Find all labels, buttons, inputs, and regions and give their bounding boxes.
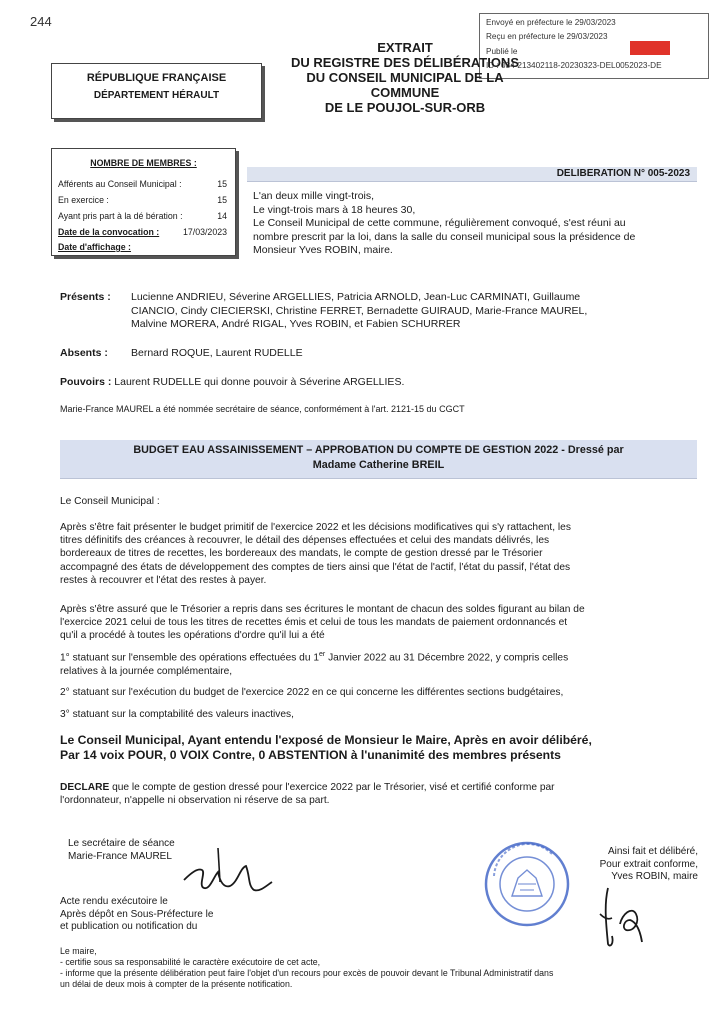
paragraph-treasurer (60, 603, 585, 643)
opening-line: L'an deux mille vingt-trois, (253, 190, 375, 202)
department-label: DÉPARTEMENT HÉRAULT (93, 90, 220, 101)
paragraph-line: relatives à la journée complémentaire, (60, 665, 233, 677)
executory-line: et publication ou notification du (60, 921, 198, 932)
subject-line1: BUDGET EAU ASSAINISSEMENT – APPROBATION DU COMPTE DE GESTION 2022 - Dressé par (133, 444, 624, 456)
stamp-received: Reçu en préfecture le 29/03/2023 (486, 32, 608, 41)
affichage-row (58, 242, 227, 252)
opening-line: Le vingt-trois mars à 18 heures 30, (253, 203, 416, 216)
members-title: NOMBRE DE MEMBRES : (90, 158, 197, 168)
paragraph-line: Après s'être fait présenter le budget primitif de l'exercice 2022 et les décisions modificatives qui s'y rattachent, les (60, 522, 571, 533)
footer-line: un délai de deux mois à compter de la présente notification. (60, 979, 293, 989)
opening-line: Monsieur Yves ROBIN, maire. (253, 244, 393, 256)
convocation-date: 17/03/2023 (182, 227, 227, 237)
proxy-row (60, 376, 404, 390)
members-row-value: 15 (217, 195, 227, 205)
stamp-sent: Envoyé en préfecture le 29/03/2023 (486, 18, 616, 27)
members-row-label: Ayant pris part à la dé bération : (58, 211, 183, 221)
opening-line: Le Conseil Municipal de cette commune, régulièrement convoqué, s'est réuni au (253, 217, 626, 229)
paragraph-line: titres définitifs des créances à recouvrer, le détail des dépenses effectuées et celui des mandats délivrés, les (60, 535, 550, 547)
executory-block (60, 896, 213, 934)
declare-label: DECLARE (60, 782, 110, 793)
secretary-title: Le secrétaire de séance (68, 838, 175, 849)
footer-line: - certifie sous sa responsabilité le caractère exécutoire de cet acte, (60, 957, 321, 967)
extract-title-line2: DU REGISTRE DES DÉLIBÉRATIONS (290, 55, 519, 70)
mayor-signature (594, 884, 654, 952)
extract-title-line4: COMMUNE (370, 85, 440, 100)
subject-banner (60, 440, 697, 479)
convocation-row (58, 227, 227, 237)
members-row-value: 14 (217, 211, 227, 221)
paragraph-line: l'exercice 2021 celui de tous les titres de recettes émis et celui de tous les mandats de paiement ordonnancés et (60, 617, 568, 629)
convocation-label: Date de la convocation : (58, 227, 160, 237)
present-label: Présents : (60, 291, 111, 303)
footer-line: - informe que la présente délibération peut faire l'objet d'un recours pour excès de pouvoir devant le Tribunal Administratif dans (60, 968, 554, 978)
present-list (131, 291, 587, 332)
opening-text (253, 190, 698, 258)
secretary-name: Marie-France MAUREL (68, 850, 172, 862)
mayor-line: Ainsi fait et délibéré, (607, 846, 698, 857)
subject-line2: Madame Catherine BREIL (312, 459, 445, 471)
extract-title-line5: DE LE POUJOL-SUR-ORB (324, 100, 486, 115)
footer-line: Le maire, (60, 946, 97, 956)
executory-line: Acte rendu exécutoire le (60, 896, 168, 907)
paragraph-execution: 2° statuant sur l'exécution du budget de l'exercice 2022 en ce qui concerne les différentes sections budgétaires, (60, 687, 564, 698)
republic-label: RÉPUBLIQUE FRANÇAISE (86, 72, 227, 84)
executory-line: Après dépôt en Sous-Préfecture le (60, 908, 214, 920)
secretary-signature (178, 842, 278, 902)
members-box (51, 148, 236, 256)
deliberation-number: DELIBERATION N° 005-2023 (556, 168, 690, 179)
paragraph-line: qu'il a procédé à toutes les opérations d'ordre qu'il lui a été (60, 630, 325, 642)
deliberation-banner (247, 167, 697, 182)
s2low-logo (630, 41, 670, 55)
stamp-published: Publié le (486, 47, 518, 56)
paragraph-line: Après s'être assuré que le Trésorier a repris dans ses écritures le montant de chacun des soldes figurant au bilan de (60, 604, 585, 615)
members-row (58, 179, 227, 189)
extract-title-line1: EXTRAIT (377, 40, 433, 55)
municipal-seal-icon (482, 838, 572, 930)
present-line: Malvine MORERA, André RIGAL, Yves ROBIN, et Fabien SCHURRER (131, 318, 461, 330)
present-line: CIANCIO, Cindy CIECIERSKI, Christine FERRET, Bernadette GUIRAUD, Marie-France MAUREL, (131, 304, 588, 317)
paragraph-line: 1° statuant sur l'ensemble des opérations effectuées du 1er Janvier 2022 au 31 Décembre 2022, y compris celles (60, 651, 569, 664)
absent-list: Bernard ROQUE, Laurent RUDELLE (131, 347, 303, 359)
republic-header-box (51, 63, 262, 119)
absent-label: Absents : (60, 347, 108, 359)
mayor-line: Pour extrait conforme, (599, 858, 698, 870)
present-line: Lucienne ANDRIEU, Séverine ARGELLIES, Patricia ARNOLD, Jean-Luc CARMINATI, Guillaume (131, 291, 581, 303)
decision-line: l'ordonnateur, n'appelle ni observation ni réserve de sa part. (60, 795, 330, 807)
paragraph-operations (60, 648, 568, 678)
proxy-text: Laurent RUDELLE qui donne pouvoir à Séverine ARGELLIES. (114, 376, 405, 388)
secretary-block (68, 838, 175, 863)
mayor-line: Yves ROBIN, maire (611, 871, 698, 882)
council-intro: Le Conseil Municipal : (60, 496, 160, 507)
resolution-line: Par 14 voix POUR, 0 VOIX Contre, 0 ABSTENTION à l'unanimité des membres présents (60, 748, 561, 762)
paragraph-line: accompagné des états de développement des comptes de tiers ainsi que l'état de l'actif, l'état du passif, l'état des (60, 561, 571, 573)
resolution-line: Le Conseil Municipal, Ayant entendu l'exposé de Monsieur le Maire, Après en avoir délibéré, (60, 733, 592, 747)
extract-title (270, 40, 540, 115)
members-row-label: En exercice : (58, 195, 109, 205)
extract-title-line3: DU CONSEIL MUNICIPAL DE LA (306, 70, 504, 85)
members-row (58, 211, 227, 221)
members-row-value: 15 (217, 179, 227, 189)
opening-line: nombre prescrit par la loi, dans la salle du conseil municipal sous la présidence de (253, 230, 636, 243)
affichage-label: Date d'affichage : (58, 242, 131, 252)
members-row (58, 195, 227, 205)
secretary-note: Marie-France MAUREL a été nommée secrétaire de séance, conformément à l'art. 2121-15 du CGCT (60, 404, 465, 414)
members-row-label: Afférents au Conseil Municipal : (58, 179, 182, 189)
decision-line: DECLARE que le compte de gestion dressé pour l'exercice 2022 par le Trésorier, visé et certifié conforme par (60, 782, 555, 793)
paragraph-budget (60, 521, 571, 587)
paragraph-line: restes à recouvrer et l'état des restes à payer. (60, 574, 267, 586)
paragraph-line: bordereaux de titres de recettes, les bordereaux des mandats, le compte de gestion dressé par le Trésorier (60, 548, 543, 560)
decision (60, 781, 555, 807)
footer-notice (60, 946, 553, 990)
proxy-label: Pouvoirs : (60, 376, 112, 388)
resolution (60, 733, 592, 763)
paragraph-values: 3° statuant sur la comptabilité des valeurs inactives, (60, 709, 294, 720)
mayor-block (560, 846, 698, 884)
page-number: 244 (30, 14, 52, 29)
stamp-id: ID : 034-213402118-20230323-DEL0052023-DE (486, 61, 662, 70)
